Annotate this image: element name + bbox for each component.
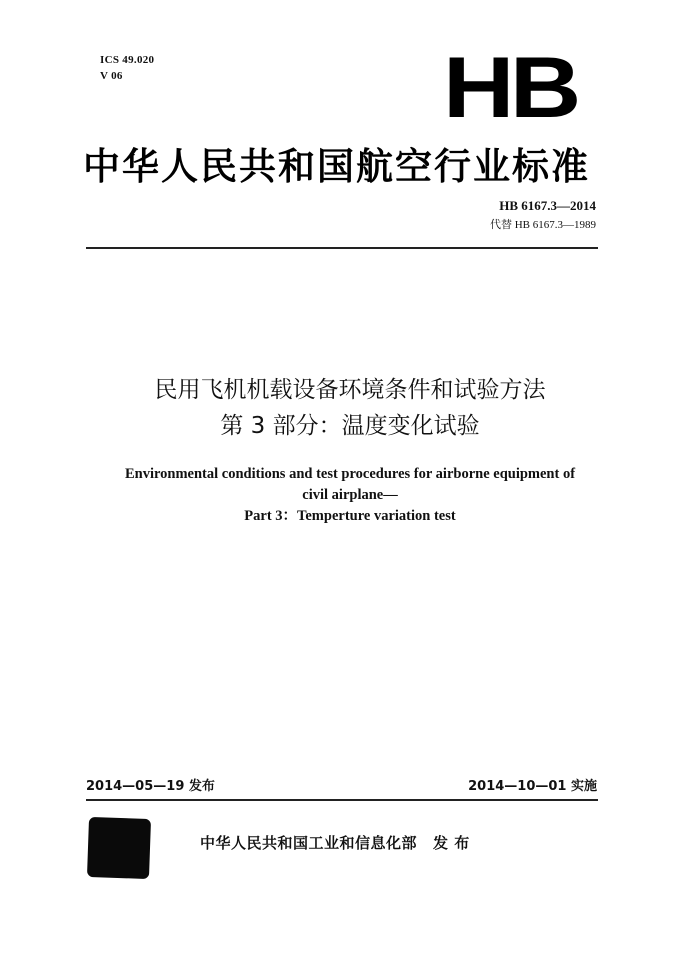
en-title-line-2: civil airplane— [302,487,398,503]
en-title-line-3: Part 3：Temperture variation test [244,508,456,524]
issuing-authority [200,832,470,853]
issuer-name: 中华人民共和国工业和信息化部 [200,834,418,852]
hb-logo: HB [443,40,577,136]
replaces-standard: 代替 HB 6167.3—1989 [489,219,596,231]
seal-mark [87,817,151,879]
english-document-title [0,464,700,527]
en-title-line-1: Environmental conditions and test procedures for airborne equipment of [124,466,576,482]
ics-code: ICS 49.020 [100,54,155,66]
classification-codes [100,52,154,84]
cn-title-line-2: 第 3 部分：温度变化试验 [220,413,480,439]
chinese-document-title [0,372,700,444]
publish-date: 2014—05—19 发布 [86,779,215,794]
issuer-action: 发 布 [433,834,470,852]
ccs-code: V 06 [100,70,123,82]
standard-category-title: 中华人民共和国航空行业标准 [83,145,590,188]
bottom-divider [86,799,598,801]
top-divider [86,247,598,249]
cn-title-line-1: 民用飞机机载设备环境条件和试验方法 [154,377,546,403]
standard-number: HB 6167.3—2014 [499,198,596,213]
implementation-date: 2014—10—01 实施 [468,779,597,794]
